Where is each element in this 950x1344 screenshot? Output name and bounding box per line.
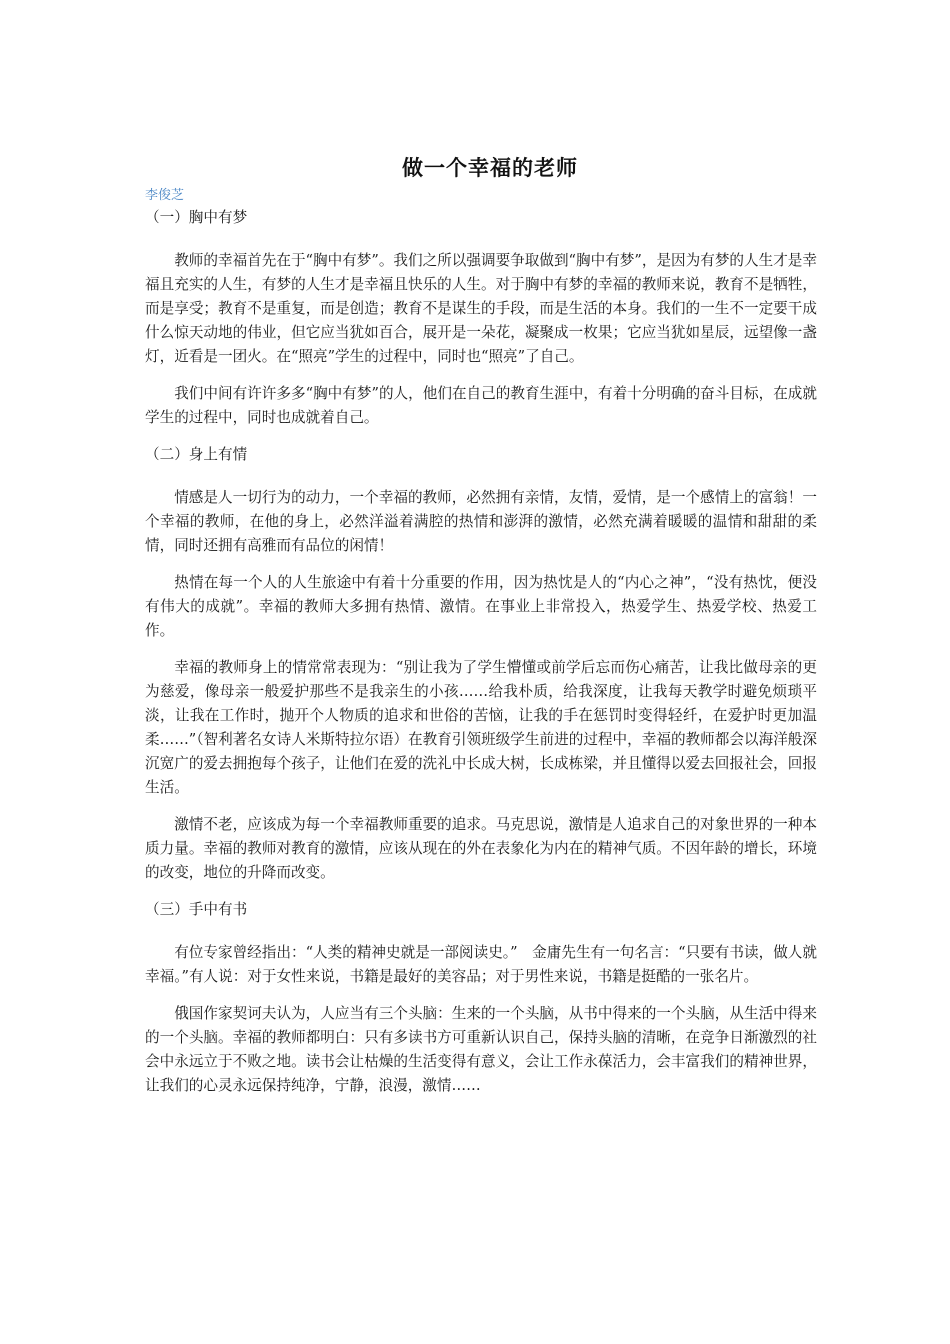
paragraph: 教师的幸福首先在于“胸中有梦”。我们之所以强调要争取做到“胸中有梦”，是因为有梦的人生才是幸福且充实的人生，有梦的人生才是幸福且快乐的人生。对于胸中有梦的幸福的教师来说，教育不是牺牲，而是享受；教育不是重复，而是创造；教育不是谋生的手段，而是生活的本身。我们的一生不一定要干成什么惊天动地的伟业，但它应当犹如百合，展开是一朵花，凝聚成一枚果；它应当犹如星辰，远望像一盏灯，近看是一团火。在“照亮”学生的过程中，同时也“照亮”了自己。: [145, 252, 817, 365]
document-body: [145, 206, 817, 1098]
paragraph: 热情在每一个人的人生旅途中有着十分重要的作用，因为热忱是人的“内心之神”，“没有热忱，便没有伟大的成就”。幸福的教师大多拥有热情、激情。在事业上非常投入，热爱学生、热爱学校、热爱工作。: [145, 574, 817, 639]
paragraph: 幸福的教师身上的情常常表现为：“别让我为了学生懵懂或前学后忘而伤心痛苦，让我比做母亲的更为慈爱，像母亲一般爱护那些不是我亲生的小孩……给我朴质，给我深度，让我每天教学时避免烦琐平淡，让我在工作时，抛开个人物质的追求和世俗的苦恼，让我的手在惩罚时变得轻纤，在爱护时更加温柔……”（智利著名女诗人米斯特拉尔语）在教育引领班级学生前进的过程中，幸福的教师都会以海洋般深沉宽广的爱去拥抱每个孩子，让他们在爱的洗礼中长成大树，长成栋梁，并且懂得以爱去回报社会，回报生活。: [145, 659, 817, 796]
section-heading: （三）手中有书: [145, 901, 248, 918]
section-heading: （二）身上有情: [145, 446, 248, 463]
paragraph: 有位专家曾经指出：“人类的精神史就是一部阅读史。” 金庸先生有一句名言：“只要有书读，做人就幸福。”有人说：对于女性来说，书籍是最好的美容品；对于男性来说，书籍是挺酷的一张名片。: [145, 944, 817, 985]
paragraph: 俄国作家契诃夫认为，人应当有三个头脑：生来的一个头脑，从书中得来的一个头脑，从生活中得来的一个头脑。幸福的教师都明白：只有多读书方可重新认识自己，保持头脑的清晰，在竞争日渐激烈的社会中永远立于不败之地。读书会让枯燥的生活变得有意义，会让工作永葆活力，会丰富我们的精神世界，让我们的心灵永远保持纯净，宁静，浪漫，激情……: [145, 1005, 817, 1094]
author-name: 李俊芝: [145, 188, 185, 203]
paragraph: 情感是人一切行为的动力，一个幸福的教师，必然拥有亲情，友情，爱情，是一个感情上的富翁！一个幸福的教师，在他的身上，必然洋溢着满腔的热情和澎湃的激情，必然充满着暖暖的温情和甜甜的柔情，同时还拥有高雅而有品位的闲情！: [145, 489, 817, 554]
section-heading: （一）胸中有梦: [145, 209, 248, 226]
document-title: 做一个幸福的老师: [402, 155, 578, 180]
paragraph: 激情不老，应该成为每一个幸福教师重要的追求。马克思说，激情是人追求自己的对象世界的一种本质力量。幸福的教师对教育的激情，应该从现在的外在表象化为内在的精神气质。不因年龄的增长，环境的改变，地位的升降而改变。: [145, 816, 817, 881]
paragraph: 我们中间有许许多多“胸中有梦”的人，他们在自己的教育生涯中，有着十分明确的奋斗目标，在成就学生的过程中，同时也成就着自己。: [145, 385, 817, 426]
